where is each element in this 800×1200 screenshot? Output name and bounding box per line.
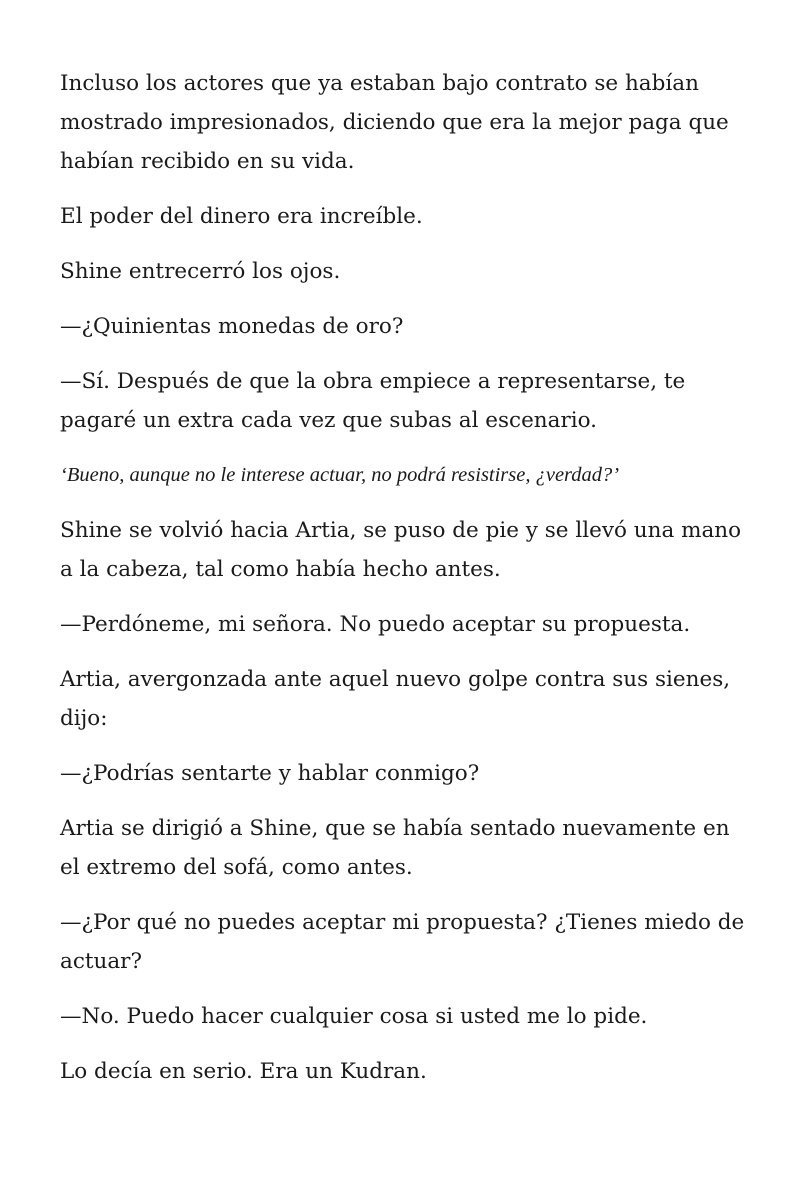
dialogue-line: —¿Por qué no puedes aceptar mi propuesta? ¿Tienes miedo de actuar? (60, 910, 745, 974)
paragraph: Shine se volvió hacia Artia, se puso de pie y se llevó una mano a la cabeza, tal como había hecho antes. (60, 518, 742, 582)
dialogue-line: —Sí. Después de que la obra empiece a representarse, te pagaré un extra cada vez que subas al escenario. (60, 369, 686, 433)
paragraph: Lo decía en serio. Era un Kudran. (60, 1059, 427, 1084)
paragraph: Incluso los actores que ya estaban bajo contrato se habían mostrado impresionados, diciendo que era la mejor paga que habían recibido en su vida. (60, 71, 729, 174)
dialogue-line: —¿Podrías sentarte y hablar conmigo? (60, 761, 480, 786)
dialogue-line: —No. Puedo hacer cualquier cosa si usted me lo pide. (60, 1004, 648, 1029)
paragraph: Artia, avergonzada ante aquel nuevo golpe contra sus sienes, dijo: (60, 667, 731, 731)
reading-page (60, 64, 750, 1107)
paragraph: Shine entrecerró los ojos. (60, 259, 341, 284)
inner-thought: ‘Bueno, aunque no le interese actuar, no podrá resistirse, ¿verdad?’ (60, 464, 620, 486)
paragraph: Artia se dirigió a Shine, que se había sentado nuevamente en el extremo del sofá, como antes. (60, 816, 730, 880)
dialogue-line: —Perdóneme, mi señora. No puedo aceptar su propuesta. (60, 612, 691, 637)
paragraph: El poder del dinero era increíble. (60, 204, 423, 229)
dialogue-line: —¿Quinientas monedas de oro? (60, 314, 404, 339)
